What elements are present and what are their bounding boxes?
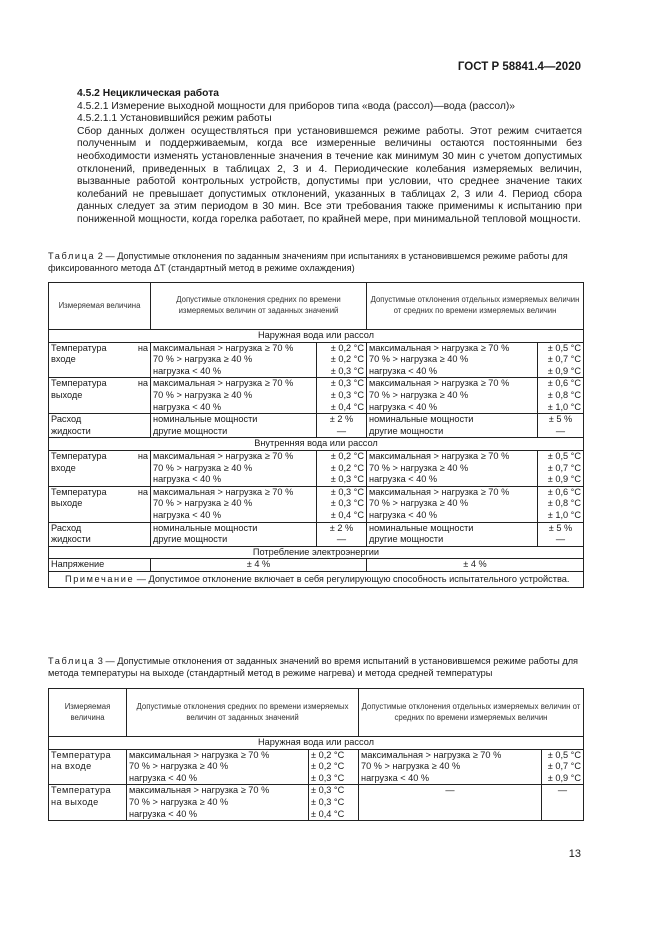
quantity-name-line [51,487,148,499]
cell-line: — [555,534,566,545]
cell-line: максимальная > нагрузка ≥ 70 % [129,749,270,760]
table3-header-mean-deviation: Допустимые отклонения средних по времени измеряемых величин от заданных значений [127,689,359,737]
table2-caption-label: Таблица [48,251,96,261]
cell-line: ± 0,4 °C [330,401,364,412]
quantity-name-prep: на [137,342,148,353]
cell-line: ± 2 % [329,414,354,425]
cell-line: 70 % > нагрузка ≥ 40 % [361,761,461,772]
paragraph: Сбор данных должен осуществляться при установившемся режиме работы. Этот режим считается полученным и поддерживаемым, когда все измеренные величины остаются постоянными без необходимости изменять установленные значения в течение как минимум 30 мин с учетом допустимых отклонений, приведенных в таблицах 2, 3 и 4. Периодические колебания измеряемых величин, вызванные работой контрольных устройств, допустимы при условии, что среднее значение таких колебаний не превышает допустимых отклонений, указанных в таблицах 2, 3 или 4. Период сбора данных следует за этим периодом в 30 мин. Все эти требования также применимы к испытанию при пониженной мощности, когда горелка работает, по крайней мере, при минимальной тепловой мощности. [77,125,582,225]
cell-line: 70 % > нагрузка ≥ 40 % [369,354,469,365]
mean-condition-cell [127,749,309,785]
section-title: Потребление электроэнергии [49,546,584,559]
cell-line: нагрузка < 40 % [153,474,222,485]
quantity-name-line [51,451,148,463]
mean-value-cell [317,378,367,414]
quantity-name-line [51,343,148,355]
section-row [49,737,584,750]
cell-line: ± 0,2 °C [311,761,345,772]
cell-line: ± 0,3 °C [330,498,364,509]
cell-line: ± 0,3 °C [330,378,364,389]
cell-line: ± 0,7 °C [547,354,581,365]
table2-header-mean-deviation: Допустимые отклонения средних по времени измеряемых величин от заданных значений [151,283,367,330]
cell-line: 70 % > нагрузка ≥ 40 % [369,498,469,509]
cell-line: нагрузка < 40 % [369,365,438,376]
cell-line: — [336,534,347,545]
cell-line: ± 0,3 °C [330,474,364,485]
table-row [49,486,584,522]
mean-value-cell [317,450,367,486]
quantity-name-qualifier: на выходе [51,796,99,807]
individual-condition-cell [367,342,538,378]
quantity-name: Температура [51,378,107,389]
table-row [49,522,584,546]
cell-line: номинальные мощности [369,522,474,533]
mean-condition-cell [151,342,317,378]
page-number: 13 [568,848,581,860]
table2-caption [48,251,583,274]
individual-value-cell: ± 4 % [367,559,584,572]
cell-line: максимальная > нагрузка ≥ 70 % [369,450,510,461]
cell-line: максимальная > нагрузка ≥ 70 % [153,450,294,461]
individual-value-cell [538,522,584,546]
cell-line: номинальные мощности [153,414,258,425]
quantity-name-prep: на [137,486,148,497]
cell-line: ± 0,8 °C [547,389,581,400]
individual-condition-cell [367,522,538,546]
cell-line: другие мощности [153,534,228,545]
cell-line: ± 0,2 °C [311,749,345,760]
cell-line: другие мощности [369,534,444,545]
cell-line: максимальная > нагрузка ≥ 70 % [369,486,510,497]
quantity-cell [49,785,127,821]
cell-line: нагрузка < 40 % [361,772,430,783]
individual-condition-cell [359,749,542,785]
quantity-name-prep: на [137,378,148,389]
table3-header-individual-deviation: Допустимые отклонения отдельных измеряемых величин от средних по времени измеряемых величин [359,689,584,737]
cell-line: нагрузка < 40 % [369,474,438,485]
cell-line: ± 0,6 °C [547,486,581,497]
cell-line: максимальная > нагрузка ≥ 70 % [129,785,270,796]
cell-line: ± 0,3 °C [330,389,364,400]
quantity-name-line [51,523,148,535]
quantity-name: Температура [51,342,107,353]
table-3 [48,688,584,821]
quantity-name-qualifier: входе [51,354,76,365]
quantity-name-qualifier: выходе [51,498,83,509]
cell-line: ± 0,9 °C [547,474,581,485]
individual-condition-cell [367,378,538,414]
cell-line: 70 % > нагрузка ≥ 40 % [369,462,469,473]
mean-value-cell [317,342,367,378]
cell-line: нагрузка < 40 % [369,401,438,412]
cell-line: другие мощности [153,425,228,436]
quantity-name-qualifier: жидкости [51,534,91,545]
mean-condition-cell [151,450,317,486]
cell-line: ± 0,2 °C [330,450,364,461]
quantity-cell [49,378,151,414]
mean-condition-cell [151,414,317,438]
table-row [49,342,584,378]
cell-line: максимальная > нагрузка ≥ 70 % [153,378,294,389]
cell-line: 70 % > нагрузка ≥ 40 % [369,389,469,400]
quantity-name: Температура [51,785,112,796]
cell-line: ± 0,9 °C [547,772,581,783]
cell-line: ± 0,4 °C [311,808,345,819]
cell-line: ± 2 % [329,522,354,533]
quantity-name: Температура [51,749,112,760]
cell-line: максимальная > нагрузка ≥ 70 % [361,749,502,760]
quantity-cell: Напряжение [49,559,151,572]
cell-line: ± 0,3 °C [311,796,345,807]
mean-condition-cell [127,785,309,821]
note-text: — Допустимое отклонение включает в себя регулирующую способность испытательного устройства. [136,573,570,584]
mean-value-cell [317,414,367,438]
quantity-name-prep: на [137,450,148,461]
cell-line: — [557,785,568,796]
cell-line: ± 0,9 °C [547,365,581,376]
quantity-name: Температура [51,486,107,497]
table-row [49,414,584,438]
cell-line: номинальные мощности [369,414,474,425]
quantity-name-line [51,414,148,426]
section-row [49,330,584,343]
section-title: Наружная вода или рассол [49,737,584,750]
section-text [77,88,582,227]
mean-condition-cell [151,378,317,414]
cell-line: ± 0,4 °C [330,509,364,520]
cell-line: другие мощности [369,425,444,436]
quantity-name-qualifier: жидкости [51,425,91,436]
individual-value-cell [538,414,584,438]
cell-line: ± 0,2 °C [330,462,364,473]
cell-line: 70 % > нагрузка ≥ 40 % [153,389,253,400]
section-row [49,438,584,451]
cell-line: ± 5 % [548,522,573,533]
cell-line: ± 0,2 °C [330,354,364,365]
section-title: Внутренняя вода или рассол [49,438,584,451]
subsubsection-title: 4.5.2.1.1 Установившийся режим работы [77,113,272,125]
quantity-name: Температура [51,450,107,461]
individual-value-cell [542,749,584,785]
table3-caption [48,656,583,679]
section-title: Наружная вода или рассол [49,330,584,343]
table2-header-individual-deviation: Допустимые отклонения отдельных измеряемых величин от средних по времени измеряемых величин [367,283,584,330]
cell-line: ± 0,5 °C [547,749,581,760]
mean-value-cell [309,785,359,821]
table-2 [48,282,584,588]
cell-line: 70 % > нагрузка ≥ 40 % [129,761,229,772]
cell-line: нагрузка < 40 % [153,401,222,412]
quantity-cell [49,342,151,378]
individual-value-cell [538,378,584,414]
cell-line: ± 1,0 °C [547,509,581,520]
cell-line: ± 0,5 °C [547,450,581,461]
cell-line: нагрузка < 40 % [153,509,222,520]
quantity-name-qualifier: на входе [51,761,92,772]
table2-caption-text: 2 — Допустимые отклонения по заданным значениям при испытаниях в установившемся режиме работы для фиксированного метода ΔT (стандартный метод в режиме охлаждения) [48,251,568,273]
cell-line: ± 0,3 °C [330,365,364,376]
cell-line: нагрузка < 40 % [369,509,438,520]
cell-line: — [336,425,347,436]
quantity-cell [49,486,151,522]
table-note [49,571,584,588]
table-row [49,749,584,785]
section-row [49,546,584,559]
cell-line: 70 % > нагрузка ≥ 40 % [153,462,253,473]
individual-value-cell [538,450,584,486]
cell-line: ± 1,0 °C [547,401,581,412]
quantity-name-qualifier: входе [51,462,76,473]
mean-value-cell [317,522,367,546]
quantity-cell [49,522,151,546]
mean-value-cell [317,486,367,522]
cell-line: ± 0,3 °C [311,785,345,796]
table3-caption-label: Таблица [48,656,96,666]
cell-line: 70 % > нагрузка ≥ 40 % [153,498,253,509]
cell-line: максимальная > нагрузка ≥ 70 % [369,342,510,353]
individual-value-cell [542,785,584,821]
cell-line: — [445,785,455,796]
subsection-title: 4.5.2.1 Измерение выходной мощности для приборов типа «вода (рассол)—вода (рассол)» [77,100,516,112]
cell-line: максимальная > нагрузка ≥ 70 % [369,378,510,389]
quantity-name: Расход [51,414,82,425]
quantity-cell [49,414,151,438]
table-row [49,378,584,414]
individual-value-cell [538,486,584,522]
mean-value-cell [309,749,359,785]
table-row [49,559,584,572]
quantity-cell [49,749,127,785]
quantity-name-line [51,378,148,390]
note-row [49,571,584,588]
cell-line: ± 5 % [548,414,573,425]
individual-value-cell [538,342,584,378]
cell-line: нагрузка < 40 % [129,772,198,783]
section-title: 4.5.2 Нециклическая работа [77,88,219,99]
individual-condition-cell [367,450,538,486]
cell-line: нагрузка < 40 % [129,808,198,819]
mean-value-cell: ± 4 % [151,559,367,572]
cell-line: ± 0,7 °C [547,462,581,473]
quantity-cell [49,450,151,486]
cell-line: ± 0,3 °C [311,772,345,783]
cell-line: номинальные мощности [153,522,258,533]
individual-condition-cell [359,785,542,821]
quantity-name-qualifier: выходе [51,389,83,400]
table2-header-quantity: Измеряемая величина [49,283,151,330]
cell-line: максимальная > нагрузка ≥ 70 % [153,486,294,497]
cell-line: нагрузка < 40 % [153,365,222,376]
cell-line: ± 0,2 °C [330,342,364,353]
mean-condition-cell [151,522,317,546]
cell-line: 70 % > нагрузка ≥ 40 % [129,796,229,807]
cell-line: ± 0,8 °C [547,498,581,509]
table3-caption-text: 3 — Допустимые отклонения от заданных значений во время испытаний в установившемся режиме работы для метода температуры на выходе (стандартный метод в режиме нагрева) и метода средней температуры [48,656,579,678]
cell-line: — [555,425,566,436]
note-label: Примечание [65,573,135,584]
document-id: ГОСТ Р 58841.4—2020 [457,61,581,73]
individual-condition-cell [367,414,538,438]
mean-condition-cell [151,486,317,522]
cell-line: 70 % > нагрузка ≥ 40 % [153,354,253,365]
table-row [49,785,584,821]
cell-line: ± 0,5 °C [547,342,581,353]
cell-line: ± 0,6 °C [547,378,581,389]
quantity-name: Расход [51,522,82,533]
cell-line: ± 0,3 °C [330,486,364,497]
table3-header-quantity: Измеряемая величина [49,689,127,737]
cell-line: ± 0,7 °C [547,761,581,772]
table-row [49,450,584,486]
cell-line: максимальная > нагрузка ≥ 70 % [153,342,294,353]
individual-condition-cell [367,486,538,522]
